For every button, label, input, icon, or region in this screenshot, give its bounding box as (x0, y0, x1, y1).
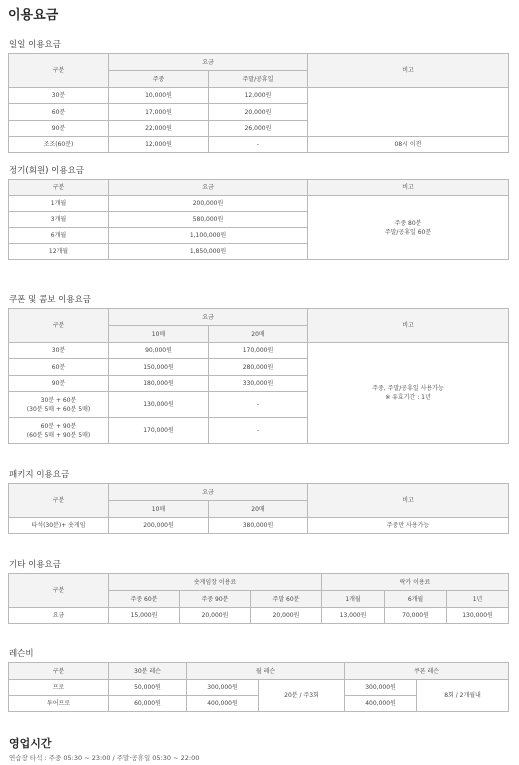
header-category: 구분 (9, 663, 109, 680)
weekday-fee: 17,000원 (109, 104, 209, 121)
coupon-fee-table (8, 308, 509, 444)
note-cell (308, 196, 509, 260)
note-line: 주중 80분 (394, 219, 422, 227)
combo-label: 60분 + 90분 (40, 422, 77, 430)
table-row (9, 518, 509, 534)
fee-value: 15,000원 (109, 608, 180, 624)
fee-value: 200,000원 (109, 196, 308, 212)
fee-10: 130,000원 (109, 392, 209, 418)
package-fee-table (8, 483, 509, 534)
header-monthly: 월 레슨 (187, 663, 345, 680)
header-col: 주중 60분 (109, 591, 180, 608)
table-row (9, 88, 509, 104)
header-short-game: 숏게임장 이용료 (109, 574, 322, 591)
table-row (9, 343, 509, 359)
fee-10: 150,000원 (109, 359, 209, 376)
note-cell: 주중만 사용가능 (308, 518, 509, 534)
fee-30min: 50,000원 (109, 680, 187, 696)
header-10: 10매 (109, 501, 209, 518)
row-label: 90분 (9, 376, 109, 392)
header-col: 주중 90분 (180, 591, 251, 608)
row-label: 요금 (9, 608, 109, 624)
daily-section-title: 일일 이용요금 (9, 40, 61, 50)
row-label (9, 392, 109, 418)
note-line: ※ 유효기간 : 1년 (385, 394, 431, 401)
page-title: 이용요금 (8, 8, 59, 23)
fee-20: - (209, 392, 308, 418)
header-category: 구분 (9, 54, 109, 88)
lesson-section-title: 레슨비 (9, 649, 34, 659)
fee-value: 130,000원 (447, 608, 509, 624)
header-weekday: 주중 (109, 71, 209, 88)
fee-value: 1,100,000원 (109, 228, 308, 244)
header-fee: 요금 (109, 309, 308, 326)
row-label: 투어프로 (9, 696, 109, 712)
header-30min: 30분 레슨 (109, 663, 187, 680)
header-weekend: 주말/공휴일 (209, 71, 308, 88)
header-category: 구분 (9, 574, 109, 608)
early-note: 08시 이전 (308, 137, 509, 153)
fee-20: 380,000원 (209, 518, 308, 534)
table-row (9, 196, 509, 212)
member-section-title: 정기(회원) 이용요금 (9, 166, 85, 176)
row-label: 프로 (9, 680, 109, 696)
coupon-note: 8회 / 2개월내 (417, 680, 509, 712)
header-note: 비고 (308, 484, 509, 518)
other-section-title: 기타 이용요금 (9, 560, 61, 570)
fee-10: 200,000원 (109, 518, 209, 534)
row-label: 60분 (9, 104, 109, 121)
fee-monthly: 400,000원 (187, 696, 259, 712)
header-note: 비고 (308, 309, 509, 343)
table-row (9, 608, 509, 624)
fee-value: 1,850,000원 (109, 244, 308, 260)
header-col: 주말 60분 (251, 591, 322, 608)
fee-20: 280,000원 (209, 359, 308, 376)
fee-10: 90,000원 (109, 343, 209, 359)
weekday-fee: 12,000원 (109, 137, 209, 153)
monthly-note: 20분 / 주3회 (259, 680, 345, 712)
header-20: 20매 (209, 326, 308, 343)
member-fee-table (8, 179, 509, 260)
fee-value: 20,000원 (180, 608, 251, 624)
header-20: 20매 (209, 501, 308, 518)
weekend-fee: - (209, 137, 308, 153)
fee-value: 580,000원 (109, 212, 308, 228)
row-label: 6개월 (9, 228, 109, 244)
row-label: 12개월 (9, 244, 109, 260)
hours-title: 영업시간 (9, 737, 52, 750)
table-row (9, 137, 509, 153)
fee-10: 180,000원 (109, 376, 209, 392)
fee-coupon: 300,000원 (345, 680, 417, 696)
row-label: 3개월 (9, 212, 109, 228)
weekend-fee: 26,000원 (209, 121, 308, 137)
header-note: 비고 (308, 54, 509, 88)
row-label: 조조(60분) (9, 137, 109, 153)
row-label (9, 418, 109, 444)
daily-fee-table (8, 53, 509, 153)
package-section-title: 패키지 이용요금 (9, 470, 70, 480)
fee-20: 170,000원 (209, 343, 308, 359)
weekend-fee: 20,000원 (209, 104, 308, 121)
note-line: 주중, 주말/공휴일 사용가능 (372, 385, 444, 392)
fee-monthly: 300,000원 (187, 680, 259, 696)
header-fee: 요금 (109, 180, 308, 196)
combo-label: 30분 + 60분 (40, 396, 77, 404)
combo-detail: (30분 5매 + 60분 5매) (26, 405, 91, 413)
combo-detail: (60분 5매 + 90분 5매) (26, 431, 91, 439)
header-note: 비고 (308, 180, 509, 196)
weekend-fee: 12,000원 (209, 88, 308, 104)
table-row (9, 680, 509, 696)
header-category: 구분 (9, 484, 109, 518)
coupon-section-title: 쿠폰 및 콤보 이용요금 (9, 295, 92, 305)
fee-10: 170,000원 (109, 418, 209, 444)
header-col: 1개월 (322, 591, 385, 608)
row-label: 90분 (9, 121, 109, 137)
header-fee: 요금 (109, 484, 308, 501)
note-line: 주말/공휴일 60분 (384, 228, 432, 236)
note-cell (308, 343, 509, 444)
header-col: 6개월 (385, 591, 447, 608)
fee-value: 20,000원 (251, 608, 322, 624)
header-col: 1년 (447, 591, 509, 608)
header-category: 구분 (9, 180, 109, 196)
header-10: 10매 (109, 326, 209, 343)
row-label: 30분 (9, 343, 109, 359)
fee-value: 70,000원 (385, 608, 447, 624)
note-cell (308, 88, 509, 137)
weekday-fee: 10,000원 (109, 88, 209, 104)
fee-20: 330,000원 (209, 376, 308, 392)
header-locker: 락카 이용료 (322, 574, 509, 591)
weekday-fee: 22,000원 (109, 121, 209, 137)
lesson-fee-table (8, 662, 509, 712)
fee-value: 13,000원 (322, 608, 385, 624)
fee-20: - (209, 418, 308, 444)
other-fee-table (8, 573, 509, 624)
fee-30min: 60,000원 (109, 696, 187, 712)
row-label: 60분 (9, 359, 109, 376)
row-label: 1개월 (9, 196, 109, 212)
header-category: 구분 (9, 309, 109, 343)
row-label: 타석(30분)+ 숏게임 (9, 518, 109, 534)
header-fee: 요금 (109, 54, 308, 71)
header-coupon: 쿠폰 레슨 (345, 663, 509, 680)
fee-coupon: 400,000원 (345, 696, 417, 712)
row-label: 30분 (9, 88, 109, 104)
hours-text: 연습장 타석 : 주중 05:30 ~ 23:00 / 주말·공휴일 05:30 ~ 22:00 (9, 754, 200, 762)
